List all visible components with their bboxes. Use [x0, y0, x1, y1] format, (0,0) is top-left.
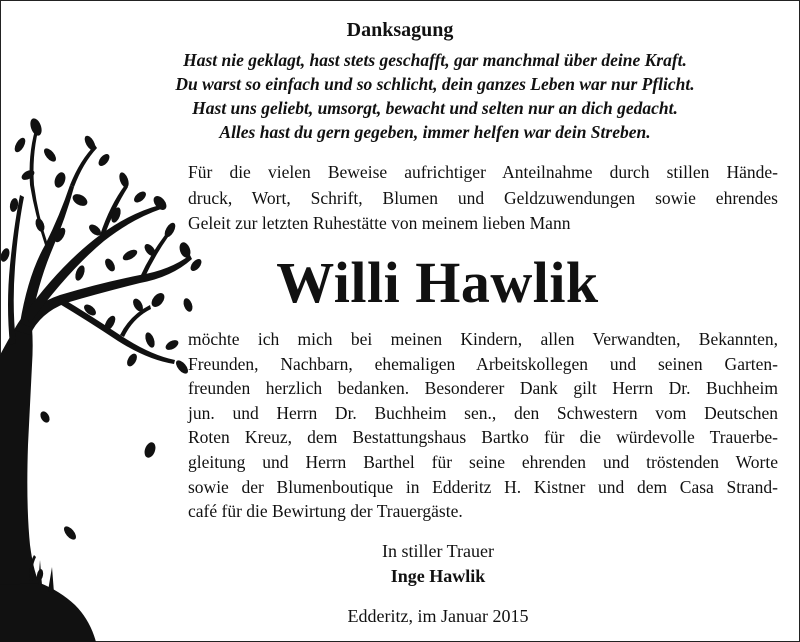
intro-paragraph [188, 160, 778, 237]
place-date: Edderitz, im Januar 2015 [347, 606, 529, 626]
thanks-line: freunden herzlich bedanken. Besonderer Dank gilt Herrn Dr. Buchheim [188, 378, 778, 399]
thanks-line: gleitung und Herrn Barthel für seine ehrenden und tröstenden Worte [188, 451, 778, 472]
notice-heading: Danksagung [346, 19, 454, 41]
intro-line: Geleit zur letzten Ruhestätte von meinem lieben Mann [188, 213, 571, 233]
poem-line: Alles hast du gern gegeben, immer helfen war dein Streben. [219, 122, 651, 142]
intro-line: druck, Wort, Schrift, Blumen und Geldzuwendungen sowie ehrendes [188, 187, 778, 208]
thanks-line: Freunden, Nachbarn, ehemaligen Arbeitskollegen und seinen Garten- [188, 353, 778, 374]
poem-line: Hast uns geliebt, umsorgt, bewacht und selten nur an dich gedacht. [192, 98, 678, 118]
signer-name: Inge Hawlik [390, 566, 486, 586]
thanks-line: café für die Bewirtung der Trauergäste. [188, 501, 463, 522]
poem-line: Du warst so einfach und so schlicht, dein ganzes Leben war nur Pflicht. [175, 74, 695, 94]
poem-line: Hast nie geklagt, hast stets geschafft, gar manchmal über deine Kraft. [183, 50, 687, 70]
deceased-name: Willi Hawlik [276, 250, 599, 315]
thanks-paragraph [188, 327, 778, 524]
thanks-line: jun. und Herrn Dr. Buchheim sen., den Schwestern vom Deutschen [188, 402, 778, 423]
thanks-line: möchte ich mich bei meinen Kindern, allen Verwandten, Bekannten, [188, 329, 778, 349]
thanks-line: Roten Kreuz, dem Bestattungshaus Bartko für die würdevolle Trauerbe- [188, 427, 778, 448]
thanks-line: sowie der Blumenboutique in Edderitz H. Kistner und dem Casa Strand- [188, 476, 778, 497]
memorial-poem [100, 48, 770, 144]
intro-line: Für die vielen Beweise aufrichtiger Anteilnahme durch stillen Hände- [188, 162, 778, 182]
closing-phrase: In stiller Trauer [382, 541, 494, 561]
tree-silhouette-icon [0, 105, 205, 642]
